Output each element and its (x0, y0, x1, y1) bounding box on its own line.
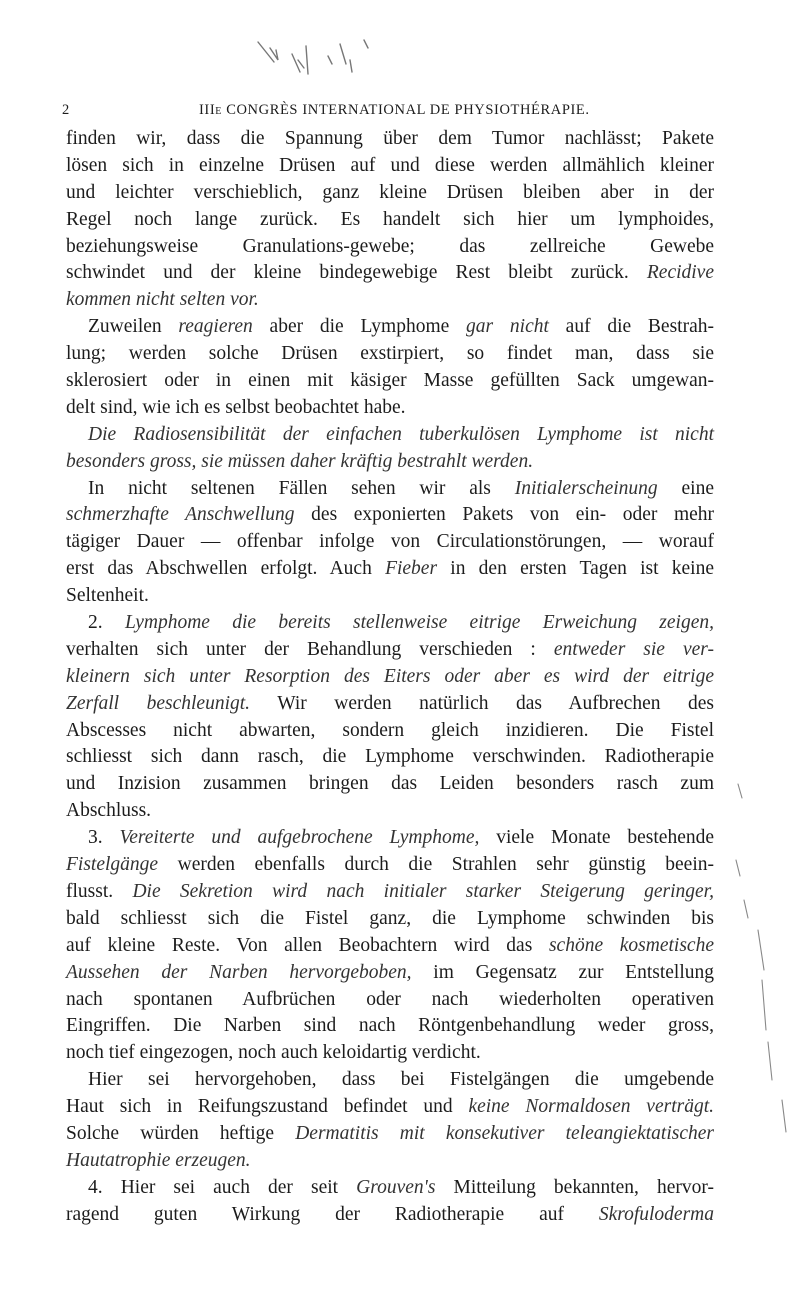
text-line (66, 287, 714, 314)
text-run: Eingriffen. Die Narben sind nach Röntgenbehandlung weder gross, (66, 1015, 714, 1037)
text-line (66, 260, 714, 287)
text-run: ragend guten Wirkung der Radiotherapie auf (66, 1203, 599, 1225)
page-number: 2 (62, 102, 70, 118)
text-line (66, 852, 714, 879)
italic-text-run: Grouven's (356, 1176, 436, 1198)
text-run: Hier sei hervorgehoben, dass bei Fistelgängen die umgebende (88, 1069, 714, 1091)
italic-text-run: gar nicht (466, 316, 549, 338)
text-run: schwindet und der kleine bindegewebige Rest bleibt zurück. (66, 262, 647, 284)
text-line (66, 906, 714, 933)
text-run: auf kleine Reste. Von allen Beobachtern wird das (66, 934, 549, 956)
italic-text-run: Lymphome die bereits stellenweise eitrige Erweichung zeigen, (124, 612, 714, 634)
text-line (66, 1013, 714, 1040)
text-run: Haut sich in Reifungszustand befindet und (66, 1096, 469, 1118)
italic-text-run: Initialerscheinung (514, 477, 658, 499)
text-line (66, 556, 714, 583)
text-run: beziehungsweise Granulations-gewebe; das zellreiche Gewebe (66, 235, 714, 257)
text-run: in den ersten Tagen ist keine (437, 558, 714, 580)
text-run: verhalten sich unter der Behandlung verschieden : (66, 638, 554, 660)
text-line (66, 933, 714, 960)
italic-text-run: schöne kosmetische (548, 934, 714, 956)
text-line (66, 798, 714, 825)
text-line (66, 395, 714, 422)
text-line (66, 1175, 714, 1202)
text-line (66, 1040, 714, 1067)
text-line (66, 744, 714, 771)
body-text (66, 126, 714, 1229)
text-run: bald schliesst sich die Fistel ganz, die Lymphome schwinden bis (66, 907, 714, 929)
text-run: und Inzision zusammen bringen das Leiden besonders rasch zum (66, 773, 714, 795)
text-line (66, 610, 714, 637)
text-run: im Gegensatz zur Entstellung (411, 961, 714, 983)
text-run: eine (657, 477, 714, 499)
text-run: finden wir, dass die Spannung über dem Tumor nachlässt; Pakete (66, 128, 714, 149)
text-line (66, 368, 714, 395)
italic-text-run: kleinern sich unter Resorption des Eiters oder aber es wird der eitrige (66, 665, 714, 687)
text-line (66, 207, 714, 234)
text-run: noch tief eingezogen, noch auch keloidartig verdicht. (66, 1042, 481, 1064)
text-run: tägiger Dauer — offenbar infolge von Circulationstörungen, — worauf (66, 531, 714, 553)
text-line (66, 1202, 714, 1229)
italic-text-run: kommen nicht selten vor. (66, 289, 259, 311)
text-run: lung; werden solche Drüsen exstirpiert, so findet man, dass sie (66, 343, 714, 365)
italic-text-run: Vereiterte und aufgebrochene Lymphome, (119, 827, 480, 849)
text-line (66, 1094, 714, 1121)
text-line (66, 825, 714, 852)
text-line (66, 691, 714, 718)
text-run: viele Monate bestehende (479, 827, 715, 849)
text-run: In nicht seltenen Fällen sehen wir als (88, 477, 515, 499)
text-line (66, 1148, 714, 1175)
text-line (66, 1067, 714, 1094)
italic-text-run: Die Radiosensibilität der einfachen tuberkulösen Lymphome ist nicht (88, 423, 714, 445)
text-run: und leichter verschieblich, ganz kleine Drüsen bleiben aber in der (66, 181, 714, 203)
text-line (66, 180, 714, 207)
text-run: nach spontanen Aufbrüchen oder nach wiederholten operativen (66, 988, 714, 1010)
text-line (66, 583, 714, 610)
text-run: Abscesses nicht abwarten, sondern gleich inzidieren. Die Fistel (66, 719, 714, 741)
text-run: Zuweilen (88, 316, 179, 338)
scan-artifact-marks (240, 20, 390, 90)
text-line (66, 126, 714, 153)
text-line (66, 879, 714, 906)
text-line (66, 153, 714, 180)
text-run: Wir werden natürlich das Aufbrechen des (250, 692, 714, 714)
text-line (66, 960, 714, 987)
text-line (66, 314, 714, 341)
text-run: des exponierten Pakets von ein- oder mehr (294, 504, 715, 526)
italic-text-run: Fistelgänge (66, 854, 159, 876)
text-line (66, 987, 714, 1014)
text-line (66, 637, 714, 664)
italic-text-run: Zerfall beschleunigt. (66, 692, 251, 714)
text-run: aber die Lymphome (252, 316, 467, 338)
text-line (66, 341, 714, 368)
italic-text-run: Fieber (385, 558, 438, 580)
text-line (66, 476, 714, 503)
text-run: erst das Abschwellen erfolgt. Auch (66, 558, 386, 580)
running-head: IIIe CONGRÈS INTERNATIONAL DE PHYSIOTHÉRAPIE. (199, 102, 590, 118)
text-run: 2. (88, 612, 125, 634)
text-run: lösen sich in einzelne Drüsen auf und diese werden allmählich kleiner (66, 154, 714, 176)
margin-scan-marks (732, 780, 792, 1140)
text-run: sklerosiert oder in einen mit käsiger Masse gefüllten Sack umgewan- (66, 370, 714, 392)
text-run: schliesst sich dann rasch, die Lymphome verschwinden. Radiotherapie (66, 746, 714, 768)
text-line (66, 529, 714, 556)
italic-text-run: Aussehen der Narben hervorgeboben, (66, 961, 412, 983)
italic-text-run: schmerzhafte Anschwellung (66, 504, 295, 526)
text-line (66, 1121, 714, 1148)
italic-text-run: keine Normaldosen verträgt. (468, 1096, 714, 1118)
text-run: delt sind, wie ich es selbst beobachtet habe. (66, 396, 406, 418)
text-run: 3. (88, 827, 120, 849)
text-run: Abschluss. (66, 800, 152, 822)
italic-text-run: Skrofuloderma (598, 1203, 714, 1225)
text-run: 4. Hier sei auch der seit (88, 1176, 357, 1198)
text-run: Regel noch lange zurück. Es handelt sich hier um lymphoides, (66, 208, 714, 230)
text-line (66, 449, 714, 476)
text-run: Seltenheit. (66, 585, 149, 607)
italic-text-run: Dermatitis mit konsekutiver teleangiektatischer (295, 1122, 714, 1144)
italic-text-run: besonders gross, sie müssen daher kräftig bestrahlt werden. (66, 450, 534, 472)
italic-text-run: entweder sie ver- (553, 638, 714, 660)
text-run: auf die Bestrah- (548, 316, 714, 338)
text-line (66, 422, 714, 449)
text-line (66, 502, 714, 529)
italic-text-run: Die Sekretion wird nach initialer starker Steigerung geringer, (132, 880, 714, 902)
text-run: Solche würden heftige (66, 1122, 296, 1144)
text-run: flusst. (66, 880, 133, 902)
text-line (66, 771, 714, 798)
italic-text-run: Hautatrophie erzeugen. (66, 1149, 251, 1171)
text-run: Mitteilung bekannten, hervor- (435, 1176, 714, 1198)
text-run: werden ebenfalls durch die Strahlen sehr günstig beein- (158, 854, 714, 876)
text-line (66, 664, 714, 691)
italic-text-run: reagieren (178, 316, 253, 338)
text-line (66, 718, 714, 745)
italic-text-run: Recidive (646, 262, 714, 284)
text-line (66, 234, 714, 261)
page-header (62, 100, 722, 124)
